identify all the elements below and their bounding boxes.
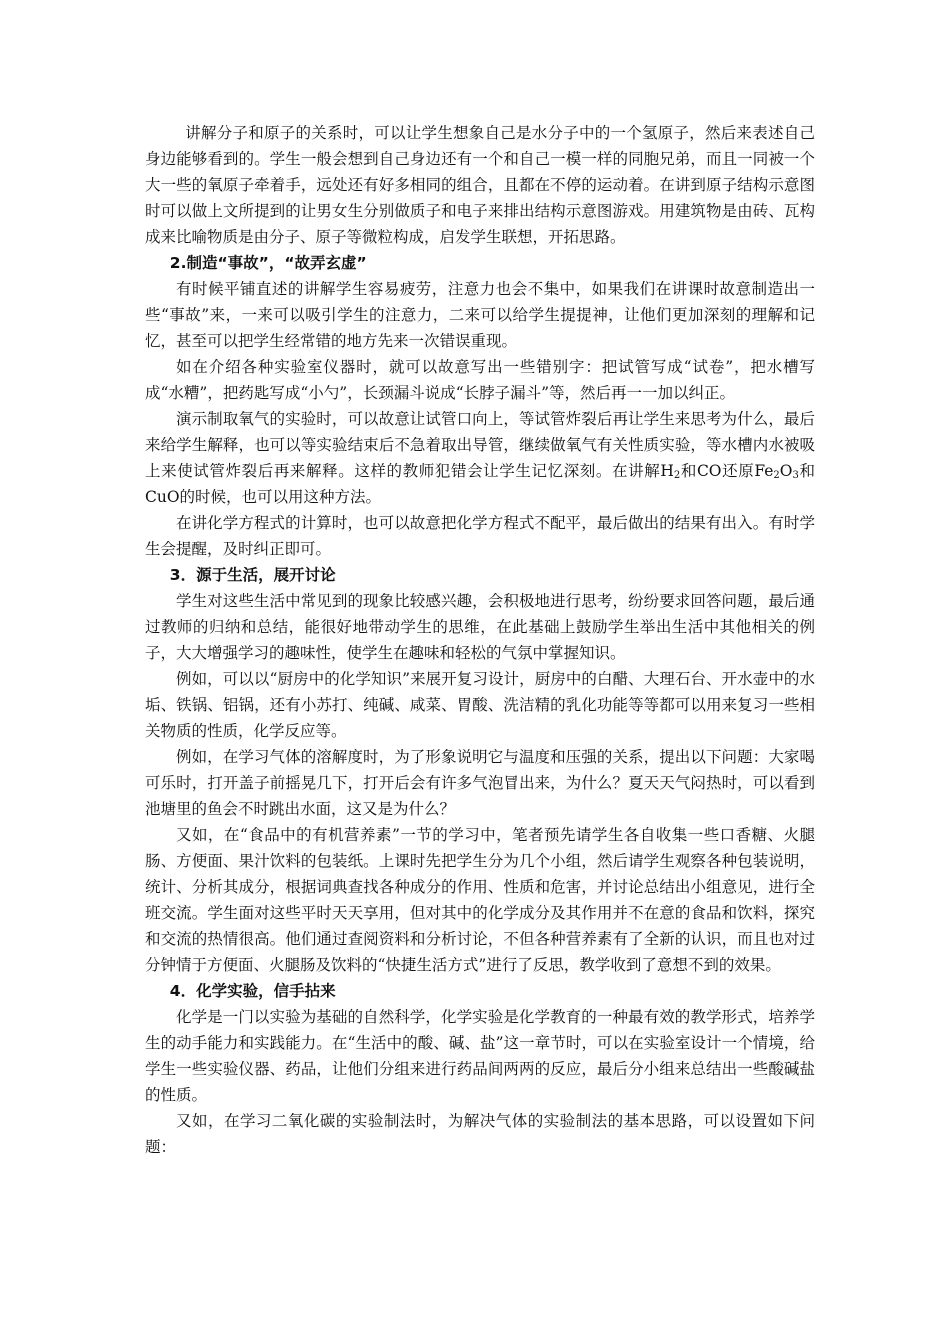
section-2-paragraph-2: 如在介绍各种实验室仪器时，就可以故意写出一些错别字：把试管写成“试卷”，把水槽写成“水糟”，把药匙写成“小勺”，长颈漏斗说成“长脖子漏斗”等，然后再一一加以纠正。 — [145, 358, 815, 402]
o-subscript: 3 — [792, 470, 799, 481]
section-3-heading: 3．源于生活，展开讨论 — [169, 566, 336, 584]
section-2-paragraph-3 — [145, 406, 815, 510]
section-4-paragraph-2: 又如，在学习二氧化碳的实验制法时，为解决气体的实验制法的基本思路，可以设置如下问题： — [145, 1112, 815, 1156]
intro-paragraph: 讲解分子和原子的关系时，可以让学生想象自己是水分子中的一个氢原子，然后来表述自己身边能够看到的。学生一般会想到自己身边还有一个和自己一模一样的同胞兄弟，而且一同被一个大一些的氧原子牵着手，远处还有好多相同的组合，且都在不停的运动着。在讲到原子结构示意图时可以做上文所提到的让男女生分别做质子和电子来排出结构示意图游戏。用建筑物是由砖、瓦构成来比喻物质是由分子、原子等微粒构成，启发学生联想，开拓思路。 — [145, 124, 815, 246]
p3-text-b: 和CO还原Fe — [680, 462, 774, 480]
section-3-paragraph-4: 又如，在“食品中的有机营养素”一节的学习中，笔者预先请学生各自收集一些口香糖、火腿肠、方便面、果汁饮料的包装纸。上课时先把学生分为几个小组，然后请学生观察各种包装说明，统计、分析其成分，根据词典查找各种成分的作用、性质和危害，并讨论总结出小组意见，进行全班交流。学生面对这些平时天天享用，但对其中的化学成分及其作用并不在意的食品和饮料，探究和交流的热情很高。他们通过查阅资料和分析讨论，不但各种营养素有了全新的认识，而且也对过分钟情于方便面、火腿肠及饮料的“快捷生活方式”进行了反思，教学收到了意想不到的效果。 — [145, 826, 815, 974]
h2-subscript: 2 — [673, 470, 681, 481]
section-3-paragraph-2: 例如，可以以“厨房中的化学知识”来展开复习设计，厨房中的白醋、大理石台、开水壶中的水垢、铁锅、铝锅，还有小苏打、纯碱、咸菜、胃酸、洗洁精的乳化功能等等都可以用来复习一些相关物质的性质，化学反应等。 — [145, 670, 815, 740]
p3-text-d: 和CuO的时候，也可以用这种方法。 — [145, 462, 815, 506]
document-page — [145, 120, 815, 1160]
section-2-paragraph-4: 在讲化学方程式的计算时，也可以故意把化学方程式不配平，最后做出的结果有出入。有时学生会提醒，及时纠正即可。 — [145, 514, 815, 558]
section-2-paragraph-1: 有时候平铺直述的讲解学生容易疲劳，注意力也会不集中，如果我们在讲课时故意制造出一些“事故”来，一来可以吸引学生的注意力，二来可以给学生提提神，让他们更加深刻的理解和记忆，甚至可以把学生经常错的地方先来一次错误重现。 — [145, 280, 815, 350]
section-2-heading: 2.制造“事故”，“故弄玄虚” — [169, 254, 367, 272]
section-4-heading: 4．化学实验，信手拈来 — [169, 982, 336, 1000]
fe-subscript: 2 — [773, 470, 780, 481]
p3-text-a: 演示制取氧气的实验时，可以故意让试管口向上，等试管炸裂后再让学生来思考为什么，最后来给学生解释，也可以等实验结束后不急着取出导管，继续做氧气有关性质实验，等水槽内水被吸上来使试管炸裂后再来解释。这样的教师犯错会让学生记忆深刻。在讲解H — [145, 410, 815, 480]
p3-text-c: O — [779, 462, 793, 480]
section-3-paragraph-3: 例如，在学习气体的溶解度时，为了形象说明它与温度和压强的关系，提出以下问题：大家喝可乐时，打开盖子前摇晃几下，打开后会有许多气泡冒出来，为什么？夏天天气闷热时，可以看到池塘里的鱼会不时跳出水面，这又是为什么？ — [145, 748, 815, 818]
section-3-paragraph-1: 学生对这些生活中常见到的现象比较感兴趣，会积极地进行思考，纷纷要求回答问题，最后通过教师的归纳和总结，能很好地带动学生的思维，在此基础上鼓励学生举出生活中其他相关的例子，大大增强学习的趣味性，使学生在趣味和轻松的气氛中掌握知识。 — [145, 592, 815, 662]
section-4-paragraph-1: 化学是一门以实验为基础的自然科学，化学实验是化学教育的一种最有效的教学形式，培养学生的动手能力和实践能力。在“生活中的酸、碱、盐”这一章节时，可以在实验室设计一个情境，给学生一些实验仪器、药品，让他们分组来进行药品间两两的反应，最后分小组来总结出一些酸碱盐的性质。 — [145, 1008, 815, 1104]
